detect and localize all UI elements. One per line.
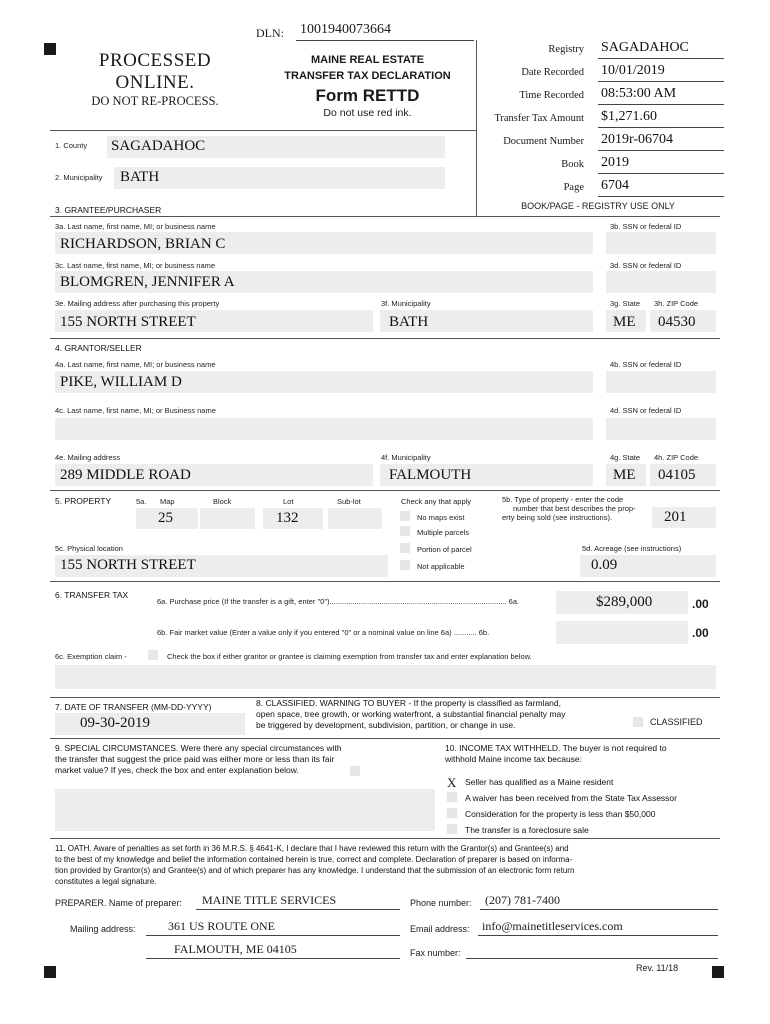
registry-value: SAGADAHOC — [601, 40, 689, 55]
registry-label: Registry — [548, 44, 584, 55]
exemption-checkbox[interactable] — [148, 650, 158, 660]
grantee-3e-value: 155 NORTH STREET — [60, 314, 196, 330]
grantee-3h-value: 04530 — [658, 314, 696, 330]
income-tax-line2: withhold Maine income tax because: — [445, 754, 583, 764]
waiver-checkbox[interactable] — [447, 792, 457, 802]
grantor-4f-label: 4f. Municipality — [381, 453, 431, 462]
grantor-4c-label: 4c. Last name, first name, MI; or Business name — [55, 406, 216, 415]
grantee-3a-value: RICHARDSON, BRIAN C — [60, 236, 226, 252]
fair-market-value-label: 6b. Fair market value (Enter a value only if you entered "0" or a nominal value on line 6a) ........... 6b. — [157, 628, 490, 637]
grantee-3b-label: 3b. SSN or federal ID — [610, 222, 682, 231]
county-value: SAGADAHOC — [111, 138, 206, 154]
phone-label: Phone number: — [410, 898, 472, 908]
grantee-3g-value: ME — [613, 314, 636, 330]
not-applicable-label: Not applicable — [417, 562, 465, 571]
oath-line4: constitutes a legal signature. — [55, 877, 157, 886]
dln-value: 1001940073664 — [300, 22, 391, 37]
form-title: Form RETTD — [315, 86, 420, 105]
grantee-3e-label: 3e. Mailing address after purchasing this property — [55, 299, 220, 308]
lot-label: Lot — [283, 497, 294, 506]
income-tax-line1: 10. INCOME TAX WITHHELD. The buyer is not required to — [445, 743, 667, 753]
portion-parcel-label: Portion of parcel — [417, 545, 472, 554]
property-type-label-3: erty being sold (see instructions). — [502, 513, 613, 522]
time-recorded-label: Time Recorded — [519, 90, 584, 101]
portion-parcel-checkbox[interactable] — [400, 543, 410, 553]
income-option-consideration: Consideration for the property is less than $50,000 — [465, 809, 656, 819]
email-label: Email address: — [410, 924, 470, 934]
acreage-value: 0.09 — [591, 557, 618, 573]
oath-line2: to the best of my knowledge and belief the information contained herein is true, correct and complete. Declaration of preparer is based on informa- — [55, 855, 573, 864]
consideration-checkbox[interactable] — [447, 808, 457, 818]
exemption-claim-label: 6c. Exemption claim - — [55, 652, 127, 661]
fax-label: Fax number: — [410, 948, 461, 958]
preparer-name-label: PREPARER. Name of preparer: — [55, 898, 182, 908]
mailing-address-line1[interactable]: 361 US ROUTE ONE — [168, 919, 275, 933]
seller-resident-mark: X — [447, 775, 457, 790]
document-number-value: 2019r-06704 — [601, 132, 674, 147]
grantor-4g-label: 4g. State — [610, 453, 641, 462]
grantee-section-title: 3. GRANTEE/PURCHASER — [55, 205, 162, 215]
special-explanation-field[interactable] — [55, 789, 435, 831]
classified-line1: 8. CLASSIFIED. WARNING TO BUYER - If the property is classified as farmland, — [256, 698, 561, 708]
fair-market-value-field[interactable] — [556, 621, 688, 644]
email-value[interactable]: info@mainetitleservices.com — [482, 919, 623, 933]
time-recorded-value: 08:53:00 AM — [601, 86, 677, 101]
stamp-online: ONLINE. — [115, 72, 195, 93]
transfer-tax-amount-value: $1,271.60 — [601, 109, 657, 124]
purchase-price-label: 6a. Purchase price (If the transfer is a gift, enter "0")..................................................................................... 6a. — [157, 597, 520, 606]
stamp-do-not: DO NOT RE-PROCESS. — [91, 94, 219, 108]
form-header-line2: TRANSFER TAX DECLARATION — [284, 70, 451, 82]
grantee-3h-label: 3h. ZIP Code — [654, 299, 699, 308]
grantor-4d-label: 4d. SSN or federal ID — [610, 406, 682, 415]
grantor-4e-label: 4e. Mailing address — [55, 453, 121, 462]
date-transfer-label: 7. DATE OF TRANSFER (MM-DD-YYYY) — [55, 702, 212, 712]
grantee-3c-value: BLOMGREN, JENNIFER A — [60, 274, 235, 290]
date-transfer-value: 09-30-2019 — [80, 715, 150, 731]
grantor-4f-value: FALMOUTH — [389, 467, 472, 483]
classified-line2: open space, tree growth, or working waterfront, a substantial financial penalty may — [256, 709, 566, 719]
form-note: Do not use red ink. — [323, 107, 412, 119]
foreclosure-checkbox[interactable] — [447, 824, 457, 834]
grantor-4h-value: 04105 — [658, 467, 696, 483]
mailing-address-line2[interactable]: FALMOUTH, ME 04105 — [174, 942, 297, 956]
grantee-3c-label: 3c. Last name, first name, MI; or business name — [55, 261, 216, 270]
date-recorded-label: Date Recorded — [521, 67, 584, 78]
income-option-resident: Seller has qualified as a Maine resident — [465, 777, 614, 787]
oath-line3: tion provided by Grantor(s) and Grantee(s) and of which preparer has any knowledge. I understand that the submission of an electronic form return — [55, 866, 575, 875]
no-maps-label: No maps exist — [417, 513, 465, 522]
page-value: 6704 — [601, 178, 629, 193]
grantor-4a-label: 4a. Last name, first name, MI; or business name — [55, 360, 216, 369]
purchase-price-cents: .00 — [692, 597, 709, 611]
book-label: Book — [561, 159, 584, 170]
check-any-label: Check any that apply — [401, 497, 472, 506]
dln-label: DLN: — [256, 26, 284, 40]
date-recorded-value: 10/01/2019 — [601, 63, 665, 78]
registration-mark — [44, 966, 56, 978]
grantee-3f-value: BATH — [389, 314, 429, 330]
income-option-foreclosure: The transfer is a foreclosure sale — [465, 825, 589, 835]
multiple-parcels-label: Multiple parcels — [417, 528, 470, 537]
special-line1: 9. SPECIAL CIRCUMSTANCES. Were there any special circumstances with — [55, 743, 342, 753]
mailing-address-label: Mailing address: — [70, 924, 136, 934]
stamp-processed: PROCESSED — [98, 50, 212, 71]
no-maps-checkbox[interactable] — [400, 511, 410, 521]
registry-use-only: BOOK/PAGE - REGISTRY USE ONLY — [521, 201, 675, 211]
purchase-price-value: $289,000 — [596, 594, 653, 610]
special-line3: market value? If yes, check the box and enter explanation below. — [55, 765, 299, 775]
municipality-field[interactable] — [114, 167, 445, 189]
municipality-label: 2. Municipality — [55, 173, 103, 182]
phone-value[interactable]: (207) 781-7400 — [485, 893, 560, 907]
exemption-explanation-field[interactable] — [55, 665, 716, 689]
income-option-waiver: A waiver has been received from the State Tax Assessor — [465, 793, 677, 803]
grantee-3f-label: 3f. Municipality — [381, 299, 431, 308]
oath-line1: 11. OATH. Aware of penalties as set forth in 36 M.R.S. § 4641-K, I declare that I have reviewed this return with the Grantor(s) and Grantee(s) and — [55, 844, 569, 853]
grantor-4e-value: 289 MIDDLE ROAD — [60, 467, 191, 483]
grantor-4b-label: 4b. SSN or federal ID — [610, 360, 682, 369]
grantor-4c-field[interactable] — [55, 418, 593, 440]
property-type-label-1: 5b. Type of property - enter the code — [502, 495, 624, 504]
grantee-3d-label: 3d. SSN or federal ID — [610, 261, 682, 270]
block-label: Block — [213, 497, 232, 506]
lot-value: 132 — [276, 510, 299, 526]
classified-box-label: CLASSIFIED — [650, 717, 703, 727]
special-circumstances-checkbox[interactable] — [350, 766, 360, 776]
sublot-field[interactable] — [328, 508, 382, 529]
multiple-parcels-checkbox[interactable] — [400, 526, 410, 536]
grantor-4g-value: ME — [613, 467, 636, 483]
transfer-tax-amount-label: Transfer Tax Amount — [494, 113, 584, 124]
county-label: 1. County — [55, 141, 88, 150]
grantee-3a-label: 3a. Last name, first name, MI; or business name — [55, 222, 216, 231]
property-section-title: 5. PROPERTY — [55, 496, 112, 506]
grantor-4h-label: 4h. ZIP Code — [654, 453, 699, 462]
document-number-label: Document Number — [503, 136, 584, 147]
map-value: 25 — [158, 510, 173, 526]
form-header-line1: MAINE REAL ESTATE — [310, 54, 425, 66]
sublot-label: Sub-lot — [337, 497, 361, 506]
classified-checkbox[interactable] — [633, 717, 643, 727]
grantee-3g-label: 3g. State — [610, 299, 641, 308]
property-type-value: 201 — [664, 509, 687, 525]
exemption-claim-text: Check the box if either grantor or grantee is claiming exemption from transfer tax and enter explanation below. — [167, 652, 532, 661]
grantor-4a-value: PIKE, WILLIAM D — [60, 374, 182, 390]
classified-line3: be triggered by development, subdivision, partition, or change in use. — [256, 720, 516, 730]
municipality-value: BATH — [120, 169, 160, 185]
registration-mark — [712, 966, 724, 978]
property-type-label-2: number that best describes the prop- — [513, 504, 636, 513]
acreage-label: 5d. Acreage (see instructions) — [582, 544, 682, 553]
physical-location-value: 155 NORTH STREET — [60, 557, 196, 573]
grantee-3d-field[interactable] — [606, 271, 716, 293]
grantor-section-title: 4. GRANTOR/SELLER — [55, 343, 142, 353]
block-field[interactable] — [200, 508, 255, 529]
grantor-4b-field[interactable] — [606, 371, 716, 393]
map-label: Map — [160, 497, 175, 506]
special-line2: the transfer that suggest the price paid was either more or less than its fair — [55, 754, 335, 764]
grantee-3b-field[interactable] — [606, 232, 716, 254]
not-applicable-checkbox[interactable] — [400, 560, 410, 570]
physical-location-label: 5c. Physical location — [55, 544, 123, 553]
book-value: 2019 — [601, 155, 629, 170]
preparer-name-value[interactable]: MAINE TITLE SERVICES — [202, 893, 337, 907]
page-label: Page — [563, 182, 584, 193]
transfer-tax-section-title: 6. TRANSFER TAX — [55, 590, 129, 600]
grantor-4d-field[interactable] — [606, 418, 716, 440]
fair-market-value-cents: .00 — [692, 626, 709, 640]
revision-label: Rev. 11/18 — [636, 963, 679, 973]
property-5a-label: 5a. — [136, 497, 147, 506]
